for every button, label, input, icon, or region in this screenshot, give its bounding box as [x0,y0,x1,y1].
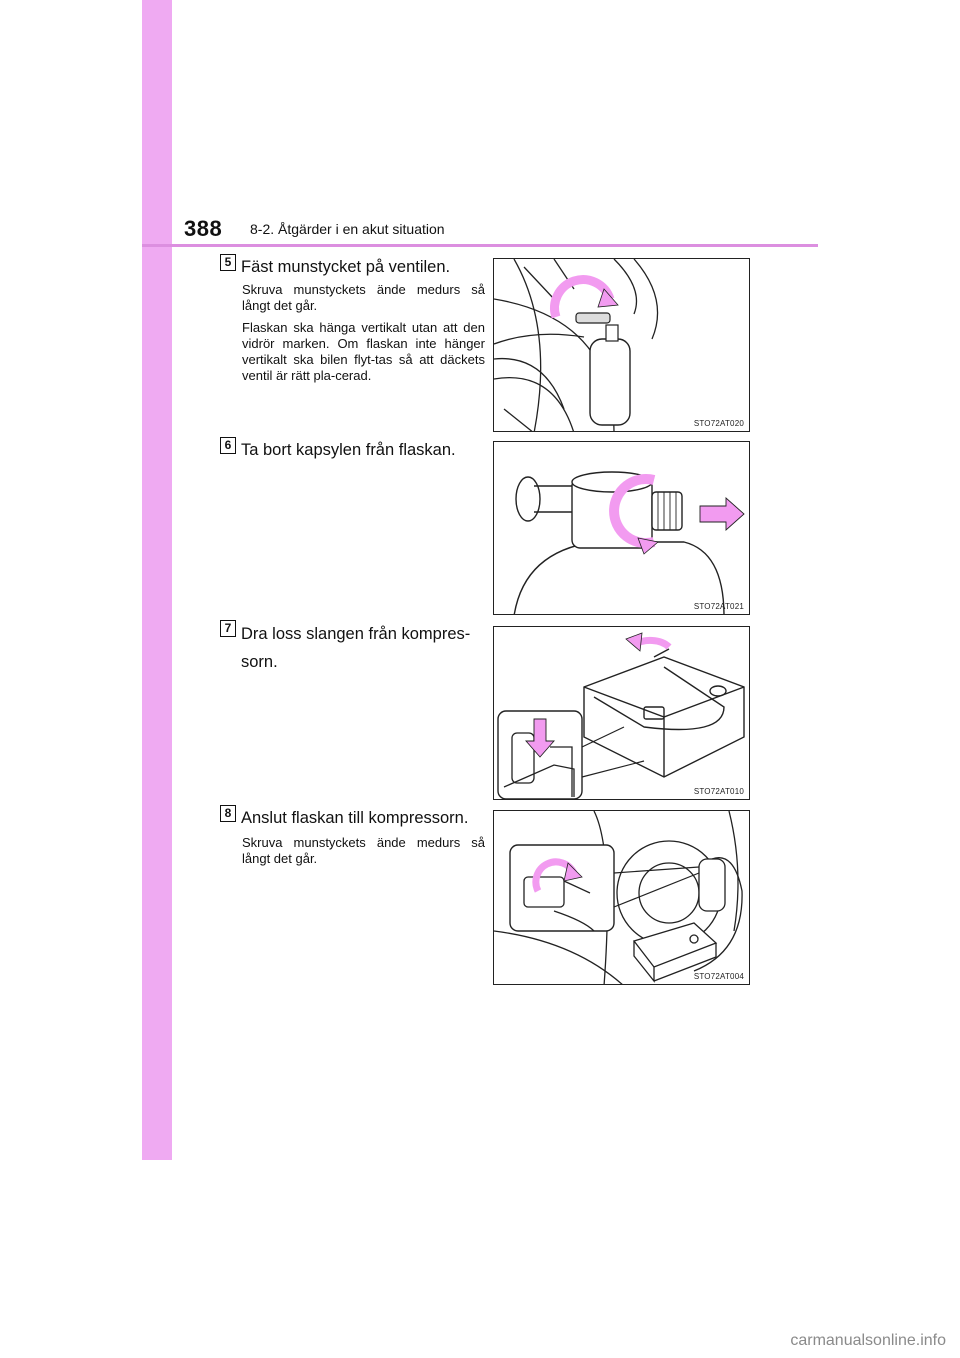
section-color-band [142,0,172,1160]
illustration-nozzle-on-valve [494,259,750,432]
step-heading: Fäst munstycket på ventilen. [241,258,451,276]
header-divider [142,244,818,247]
illustration-remove-bottle-cap [494,442,750,615]
figure-code: STO72AT020 [693,419,744,428]
page-number: 388 [184,216,223,241]
figure-detach-hose [493,626,750,800]
figure-code: STO72AT021 [693,602,744,611]
watermark: carmanualsonline.info [790,1332,946,1349]
figure-remove-bottle-cap [493,441,750,615]
step-number: 5 [220,254,236,271]
figure-code: STO72AT004 [693,972,744,981]
figure-code: STO72AT010 [693,787,744,796]
step-paragraph: Skruva munstyckets ände medurs så långt det går. [242,282,485,313]
illustration-connect-bottle-to-compressor [494,811,750,985]
section-title: 8-2. Åtgärder i en akut situation [250,221,445,237]
step-paragraph: Flaskan ska hänga vertikalt utan att den vidrör marken. Om flaskan inte hänger vertikalt ska bilen flyt-tas så att däckets ventil är rätt pla-cerad. [242,320,485,383]
figure-connect-bottle-to-compressor [493,810,750,985]
figure-nozzle-on-valve [493,258,750,432]
step-7 [220,620,470,676]
page-header [172,216,818,246]
step-6 [220,437,470,477]
step-number: 7 [220,620,236,637]
step-heading: Anslut flaskan till kompressorn. [241,809,469,827]
step-heading: Dra loss slangen från kompres-sorn. [241,625,471,671]
illustration-detach-hose [494,627,750,800]
step-paragraph: Skruva munstyckets ände medurs så långt det går. [242,835,485,866]
step-number: 6 [220,437,236,454]
step-heading: Ta bort kapsylen från flaskan. [241,441,456,459]
step-8 [220,805,485,885]
step-number: 8 [220,805,236,822]
step-5 [220,254,485,414]
